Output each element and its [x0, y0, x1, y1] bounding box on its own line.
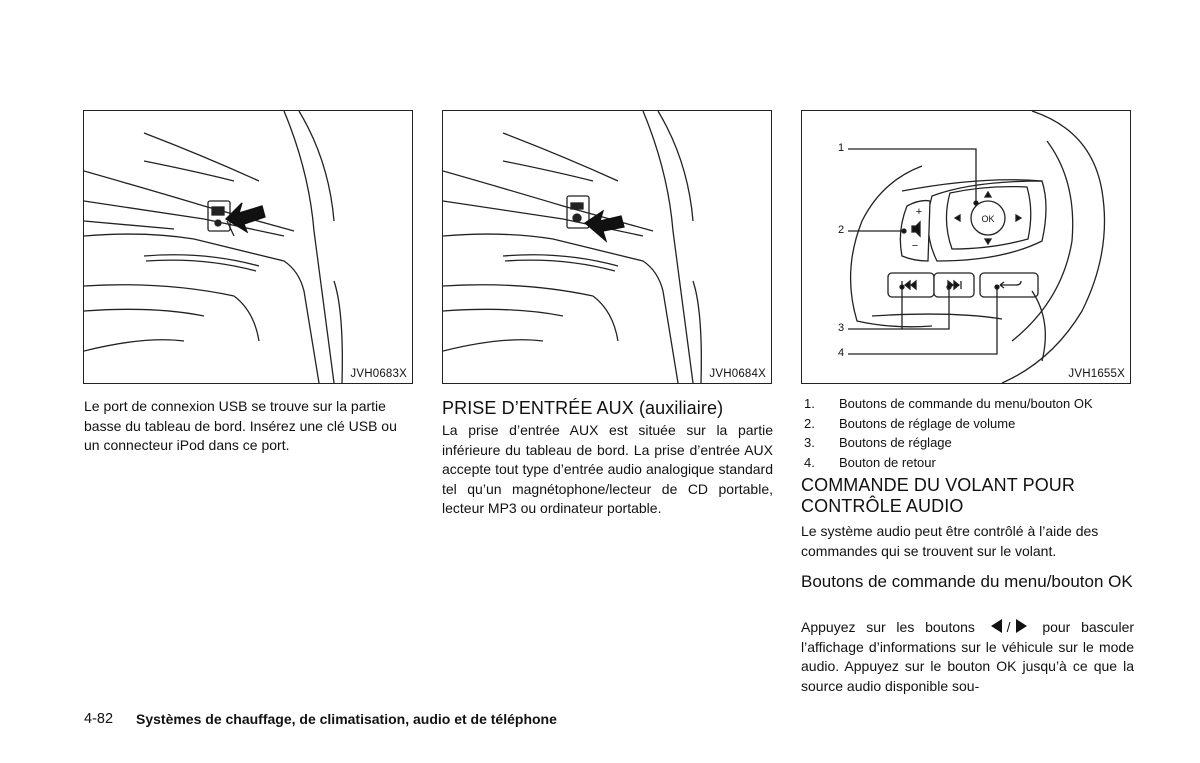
figure-steering-wheel-controls: [801, 110, 1131, 384]
usb-port-illustration: [84, 111, 413, 384]
steering-wheel-controls-illustration: [802, 111, 1131, 384]
figure-usb-port: [83, 110, 413, 384]
figure-code: JVH0683X: [350, 368, 407, 380]
menu-ok-subheading: Boutons de commande du menu/bouton OK: [801, 572, 1133, 591]
aux-port-illustration: [443, 111, 772, 384]
left-arrow-icon: [991, 619, 1002, 633]
callout-3: 3: [838, 322, 845, 334]
ok-button-label: OK: [981, 214, 995, 224]
callout-4: 4: [838, 347, 845, 359]
callout-legend-list: [804, 394, 1134, 472]
steering-controls-heading: COMMANDE DU VOLANT POUR CONTRÔLE AUDIO: [801, 475, 1075, 516]
menu-ok-paragraph: Appuyez sur les boutons / pour basculer l’affichage d’informations sur le véhicule sur le mode audio. Appuyez sur le bouton OK jusqu’à ce que la source audio disponible sou-: [801, 619, 1135, 694]
figure-aux-port: [442, 110, 772, 384]
volume-minus-label: −: [911, 240, 919, 252]
usb-paragraph: Le port de connexion USB se trouve sur la partie basse du tableau de bord. Insérez une clé USB ou un connecteur iPod dans ce port.: [84, 398, 397, 454]
steering-controls-paragraph: Le système audio peut être contrôlé à l’aide des commandes qui se trouvent sur le volant.: [801, 523, 1099, 559]
page-number: 4-82: [84, 711, 114, 727]
callout-1: 1: [838, 142, 845, 154]
section-title: Systèmes de chauffage, de climatisation, audio et de téléphone: [136, 711, 557, 727]
list-item: 4. Bouton de retour: [804, 454, 936, 470]
aux-heading: PRISE D’ENTRÉE AUX (auxiliaire): [442, 398, 724, 418]
callout-2: 2: [838, 224, 845, 236]
right-arrow-icon: [1016, 619, 1027, 633]
volume-plus-label: +: [915, 206, 923, 218]
figure-code: JVH0684X: [709, 368, 766, 380]
list-item: 1. Boutons de commande du menu/bouton OK: [804, 396, 1093, 411]
list-item: 2. Boutons de réglage de volume: [804, 415, 1016, 431]
list-item: 3. Boutons de réglage: [804, 435, 952, 450]
aux-paragraph: La prise d’entrée AUX est située sur la partie inférieure du tableau de bord. La prise d’entrée AUX accepte tout type d’entrée audio analogique standard tel qu’un magnétophone/lecteur de CD portable, lecteur MP3 ou ordinateur portable.: [442, 422, 773, 517]
figure-code: JVH1655X: [1068, 368, 1125, 380]
